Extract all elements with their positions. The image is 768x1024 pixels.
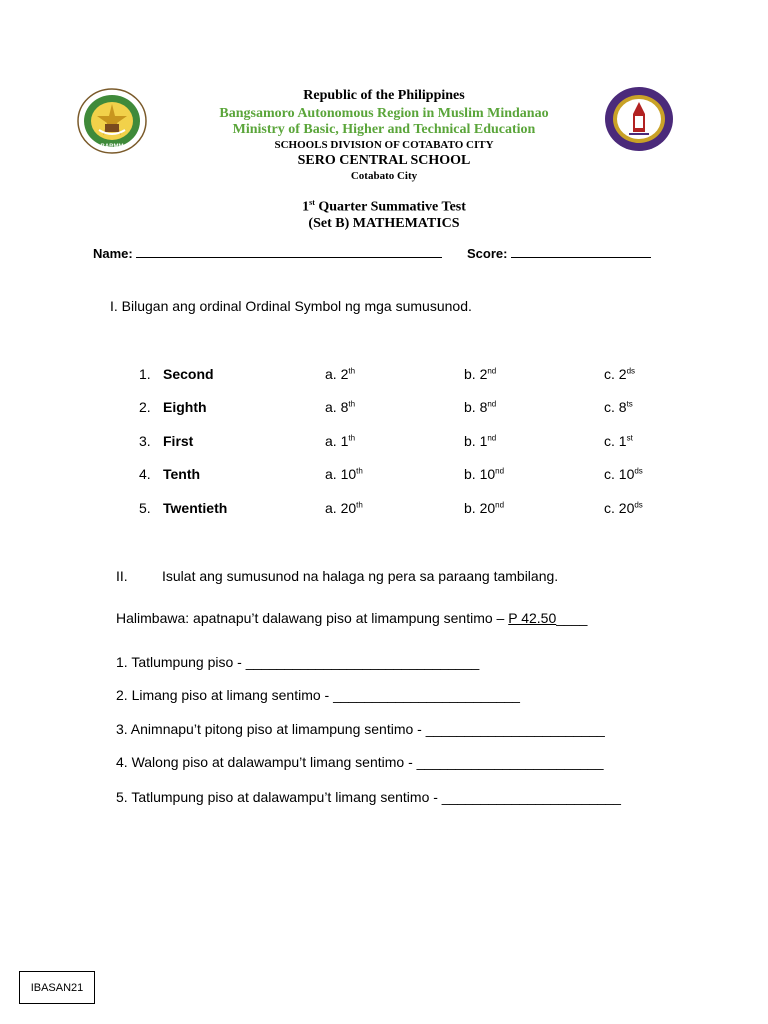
header-region: Bangsamoro Autonomous Region in Muslim Mindanao — [219, 106, 549, 121]
score-label: Score: — [467, 246, 508, 261]
header-city: Cotabato City — [350, 170, 418, 182]
choice-c[interactable]: c. $10^{ds}$ — [604, 466, 643, 482]
footer-code: IBASAN21 — [19, 971, 95, 1004]
money-question[interactable]: 5. Tatlumpung piso at dalawampu’t limang sentimo - _______________________ — [116, 789, 621, 805]
example-line: Halimbawa: apatnapu’t dalawang piso at limampung sentimo – P 42.50____ — [116, 610, 588, 626]
question-row: 3. First a. 1th b. 1nd c. 1st — [139, 433, 633, 449]
choice-a[interactable]: a. 20th — [325, 500, 363, 516]
score-field[interactable] — [467, 245, 651, 261]
choice-c[interactable]: c. $2^{ds}$ — [604, 366, 636, 382]
choice-b[interactable]: b. 1nd — [464, 433, 497, 449]
question-row: 5. Twentieth a. 20th b. 20nd c. $20^{ds}$ — [139, 500, 643, 516]
test-title: 1st Quarter Summative Test — [302, 198, 466, 215]
choice-c[interactable]: c. 1st — [604, 433, 633, 449]
header-ministry: Ministry of Basic, Higher and Technical Education — [232, 122, 536, 137]
test-subject: (Set B) MATHEMATICS — [308, 216, 460, 231]
name-line[interactable] — [136, 245, 442, 258]
section2-number: II. — [116, 568, 128, 584]
question-row: 1. Second a. 2th b. 2nd c. $2^{ds}$ — [139, 366, 636, 382]
section1-title: I. Bilugan ang ordinal Ordinal Symbol ng mga sumusunod. — [110, 298, 472, 314]
choice-b[interactable]: b. 10nd — [464, 466, 505, 482]
choice-c[interactable]: c. $8^{ts}$ — [604, 399, 633, 415]
choice-b[interactable]: b. 20nd — [464, 500, 505, 516]
choice-a[interactable]: a. 10th — [325, 466, 363, 482]
choice-b[interactable]: b. 2nd — [464, 366, 497, 382]
header-school: SERO CENTRAL SCHOOL — [297, 153, 471, 168]
choice-a[interactable]: a. 8th — [325, 399, 356, 415]
money-question[interactable]: 1. Tatlumpung piso - ______________________________ — [116, 654, 480, 670]
choice-b[interactable]: b. 8nd — [464, 399, 497, 415]
header-republic: Republic of the Philippines — [303, 88, 465, 103]
choice-a[interactable]: a. 1th — [325, 433, 356, 449]
barmm-logo-text: BARMM — [100, 144, 124, 150]
name-field[interactable] — [93, 245, 442, 261]
money-question[interactable]: 3. Animnapu’t pitong piso at limampung sentimo - _______________________ — [116, 721, 605, 737]
name-label: Name: — [93, 246, 133, 261]
question-row: 2. Eighth a. 8th b. 8nd c. $8^{ts}$ — [139, 399, 633, 415]
choice-c[interactable]: c. $20^{ds}$ — [604, 500, 643, 516]
score-line[interactable] — [511, 245, 651, 258]
money-question[interactable]: 4. Walong piso at dalawampu’t limang sentimo - ________________________ — [116, 754, 604, 770]
header-division: SCHOOLS DIVISION OF COTABATO CITY — [274, 139, 494, 151]
choice-a[interactable]: a. 2th — [325, 366, 356, 382]
money-question[interactable]: 2. Limang piso at limang sentimo - ________________________ — [116, 687, 520, 703]
question-row: 4. Tenth a. 10th b. 10nd c. $10^{ds}$ — [139, 466, 643, 482]
section2-title: Isulat ang sumusunod na halaga ng pera sa paraang tambilang. — [162, 568, 559, 584]
